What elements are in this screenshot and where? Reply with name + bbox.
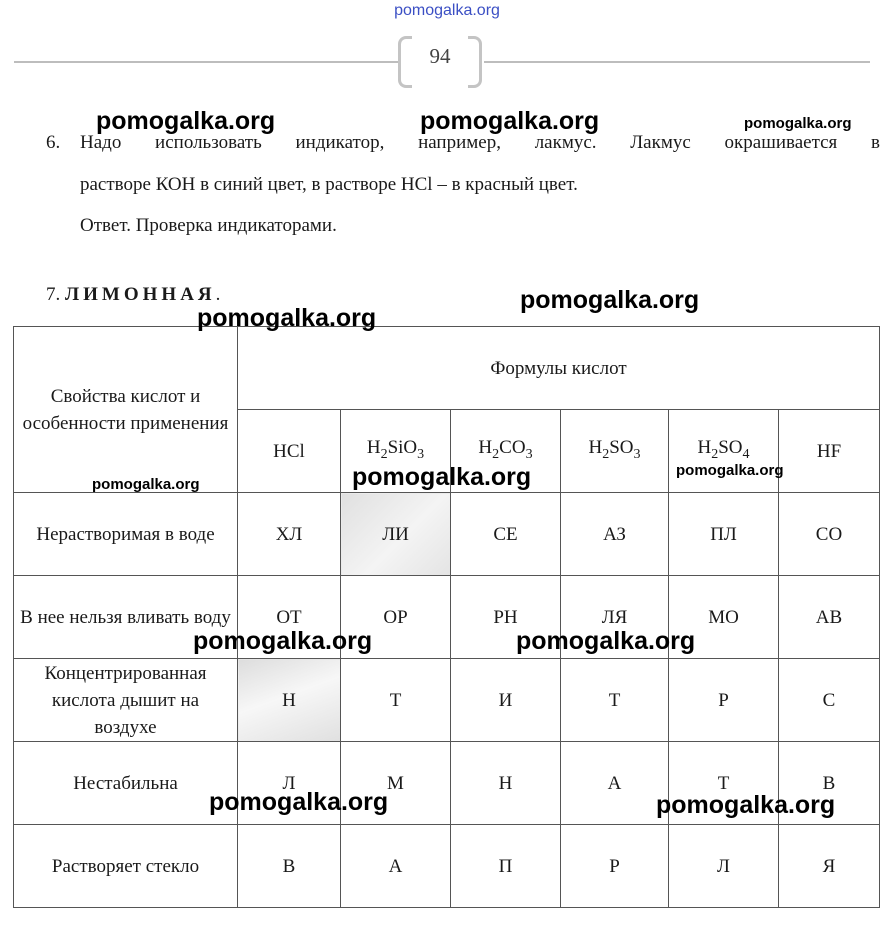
watermark: pomogalka.org xyxy=(676,462,784,479)
watermark: pomogalka.org xyxy=(352,463,532,491)
letter-cell: СО xyxy=(779,493,880,576)
task-6-number: 6. xyxy=(46,132,61,153)
letter-cell: М xyxy=(341,742,451,825)
letter-cell: СЕ xyxy=(451,493,561,576)
acid-properties-table xyxy=(13,326,880,908)
table-row xyxy=(14,659,880,742)
watermark: pomogalka.org xyxy=(193,627,373,655)
header-rule-left xyxy=(14,61,398,63)
letter-cell: ЛИ xyxy=(341,493,451,576)
task-7-trailing: . xyxy=(215,284,221,305)
watermark: pomogalka.org xyxy=(209,788,389,816)
watermark: pomogalka.org xyxy=(420,107,600,135)
letter-cell: АЗ xyxy=(561,493,669,576)
page-number-bracket-left xyxy=(398,36,412,88)
property-cell: Нерастворимая в воде xyxy=(14,493,238,576)
corner-header: Свойства кислот и особенности применения xyxy=(14,327,238,493)
formula-header-1: $H_2SiO_3$ xyxy=(341,410,451,493)
watermark: pomogalka.org xyxy=(744,115,852,132)
watermark: pomogalka.org xyxy=(520,286,700,314)
property-cell: В нее нельзя вливать воду xyxy=(14,576,238,659)
task-7-heading xyxy=(46,284,220,306)
task-7-number: 7. xyxy=(46,284,61,305)
page-number: 94 xyxy=(429,44,451,68)
letter-cell: Т xyxy=(341,659,451,742)
task-6-line-1: Надо использовать индикатор, например, лакмус. Лакмус окрашивается в xyxy=(80,132,880,153)
formula-header-2: $H_2CO_3$ xyxy=(451,410,561,493)
letter-cell: Т xyxy=(561,659,669,742)
header-rule-right xyxy=(484,61,870,63)
watermark: pomogalka.org xyxy=(656,791,836,819)
letter-cell: Л xyxy=(238,742,341,825)
letter-cell: Я xyxy=(779,825,880,908)
property-cell: Растворяет стекло xyxy=(14,825,238,908)
task-6-line-2: растворе КОН в синий цвет, в растворе HCl – в красный цвет. xyxy=(80,174,578,195)
letter-cell: ЛЯ xyxy=(561,576,669,659)
formula-header-5: HF xyxy=(779,410,880,493)
letter-cell: АВ xyxy=(779,576,880,659)
letter-cell: ПЛ xyxy=(669,493,779,576)
letter-cell: В xyxy=(779,742,880,825)
letter-cell: Р xyxy=(561,825,669,908)
letter-cell: А xyxy=(561,742,669,825)
letter-cell: П xyxy=(451,825,561,908)
site-link[interactable]: pomogalka.org xyxy=(394,2,500,19)
task-6-line-3: Ответ. Проверка индикаторами. xyxy=(80,215,337,236)
watermark: pomogalka.org xyxy=(96,107,276,135)
letter-cell: ОТ xyxy=(238,576,341,659)
table-body xyxy=(14,493,880,908)
task-7-answer-word: ЛИМОННАЯ xyxy=(65,284,216,305)
letter-cell: Р xyxy=(669,659,779,742)
letter-cell: ХЛ xyxy=(238,493,341,576)
letter-cell: Н xyxy=(238,659,341,742)
watermark: pomogalka.org xyxy=(92,476,200,493)
letter-cell: В xyxy=(238,825,341,908)
watermark: pomogalka.org xyxy=(516,627,696,655)
letter-cell: ОР xyxy=(341,576,451,659)
letter-cell: МО xyxy=(669,576,779,659)
letter-cell: И xyxy=(451,659,561,742)
letter-cell: А xyxy=(341,825,451,908)
page-number-bracket-right xyxy=(468,36,482,88)
letter-cell: РН xyxy=(451,576,561,659)
table-row xyxy=(14,493,880,576)
property-cell: Нестабильна xyxy=(14,742,238,825)
letter-cell: Н xyxy=(451,742,561,825)
group-header-formulas: Формулы кислот xyxy=(238,327,880,410)
property-cell: Концентрированная кислота дышит на воздухе xyxy=(14,659,238,742)
watermark: pomogalka.org xyxy=(197,304,377,332)
formula-header-0: HCl xyxy=(238,410,341,493)
table-row xyxy=(14,576,880,659)
table-row xyxy=(14,825,880,908)
letter-cell: Л xyxy=(669,825,779,908)
formula-header-3: $H_2SO_3$ xyxy=(561,410,669,493)
letter-cell: С xyxy=(779,659,880,742)
formula-header-4: $H_2SO_4$ xyxy=(669,410,779,493)
letter-cell: Т xyxy=(669,742,779,825)
